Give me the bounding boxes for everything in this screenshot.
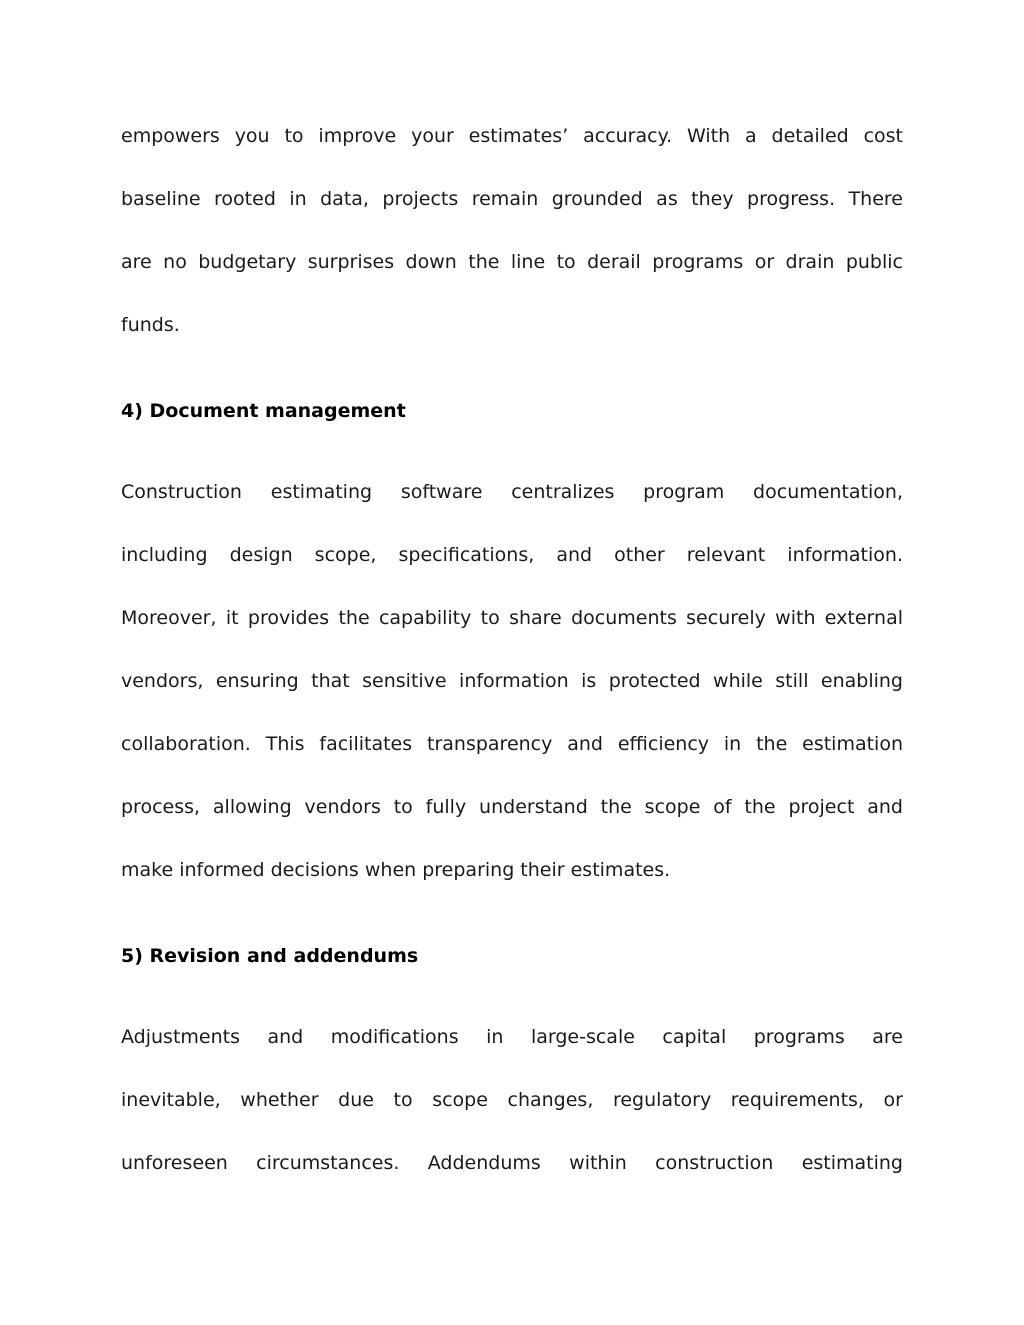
paragraph-line: collaboration. This facilitates transparency and efficiency in the estimation: [121, 733, 903, 755]
paragraph-line: baseline rooted in data, projects remain grounded as they progress. There: [121, 188, 903, 210]
paragraph-line: funds.: [121, 314, 180, 336]
paragraph-line: inevitable, whether due to scope changes, regulatory requirements, or: [121, 1089, 903, 1111]
paragraph-line: make informed decisions when preparing their estimates.: [121, 859, 671, 881]
paragraph-line: are no budgetary surprises down the line to derail programs or drain public: [121, 251, 903, 273]
paragraph-line: process, allowing vendors to fully understand the scope of the project and: [121, 796, 903, 818]
section-heading-document-management: 4) Document management: [121, 400, 406, 422]
section-heading-revision-and-addendums: 5) Revision and addendums: [121, 945, 419, 967]
paragraph-line: vendors, ensuring that sensitive information is protected while still enabling: [121, 670, 903, 692]
paragraph-line: Adjustments and modifications in large-scale capital programs are: [121, 1026, 903, 1048]
paragraph-line: Moreover, it provides the capability to share documents securely with external: [121, 607, 903, 629]
paragraph-line: Construction estimating software centralizes program documentation,: [121, 481, 903, 503]
paragraph-line: unforeseen circumstances. Addendums within construction estimating: [121, 1152, 903, 1174]
paragraph-line: empowers you to improve your estimates’ accuracy. With a detailed cost: [121, 125, 903, 147]
paragraph-line: including design scope, specifications, and other relevant information.: [121, 544, 903, 566]
